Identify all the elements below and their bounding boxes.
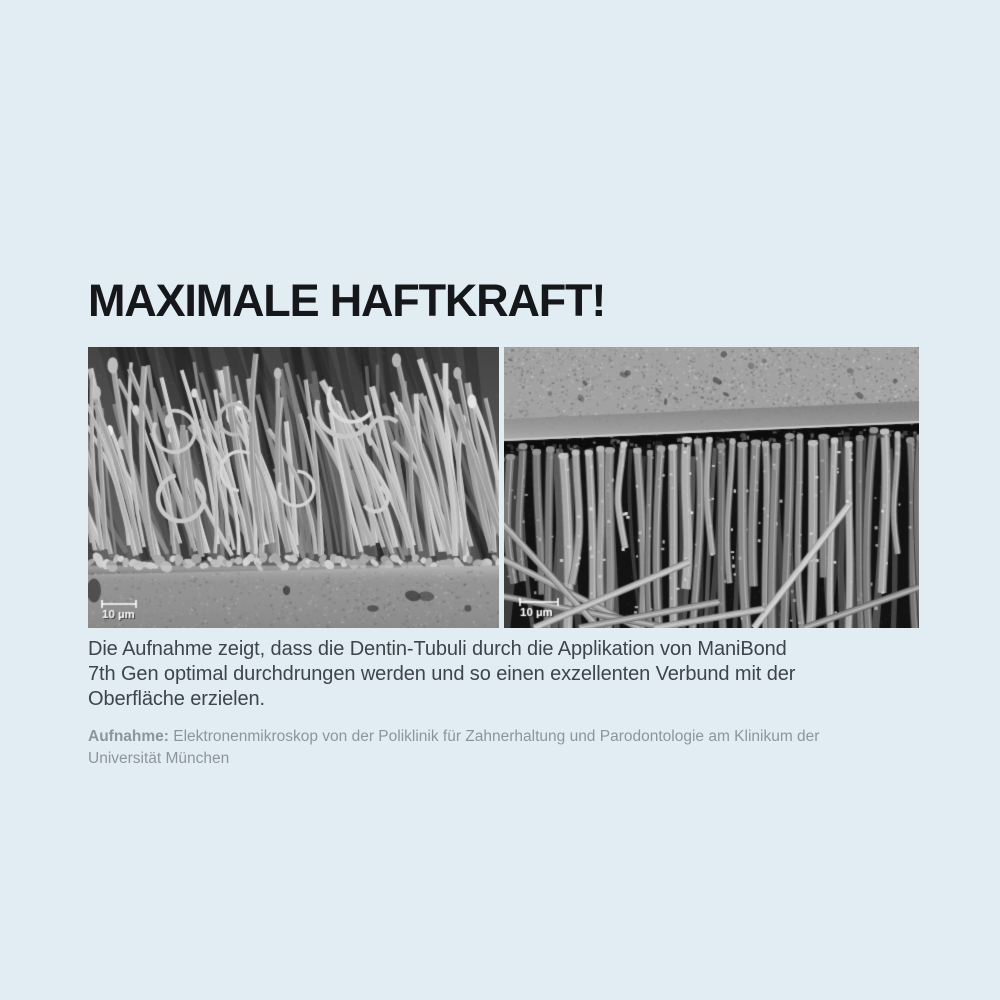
sem-image-right — [504, 347, 919, 628]
body-text — [88, 637, 795, 712]
content-area — [88, 0, 919, 1000]
body-line-2: 7th Gen optimal durchdrungen werden und so einen exzellenten Verbund mit der — [88, 663, 796, 685]
body-line-3: Oberfläche erzielen. — [88, 688, 265, 710]
credit-label: Aufnahme: — [88, 728, 169, 745]
image-credit — [88, 726, 819, 769]
credit-line-2: Universität München — [88, 749, 230, 767]
sem-images-row — [88, 347, 919, 628]
page-title: MAXIMALE HAFTKRAFT! — [88, 275, 606, 326]
credit-text: Elektronenmikroskop von der Poliklinik für Zahnerhaltung und Parodontologie am Klinikum der — [168, 728, 820, 745]
body-line-1: Die Aufnahme zeigt, dass die Dentin-Tubuli durch die Applikation von ManiBond — [88, 638, 787, 660]
sem-image-left — [88, 347, 499, 628]
credit-line-1 — [88, 726, 819, 748]
